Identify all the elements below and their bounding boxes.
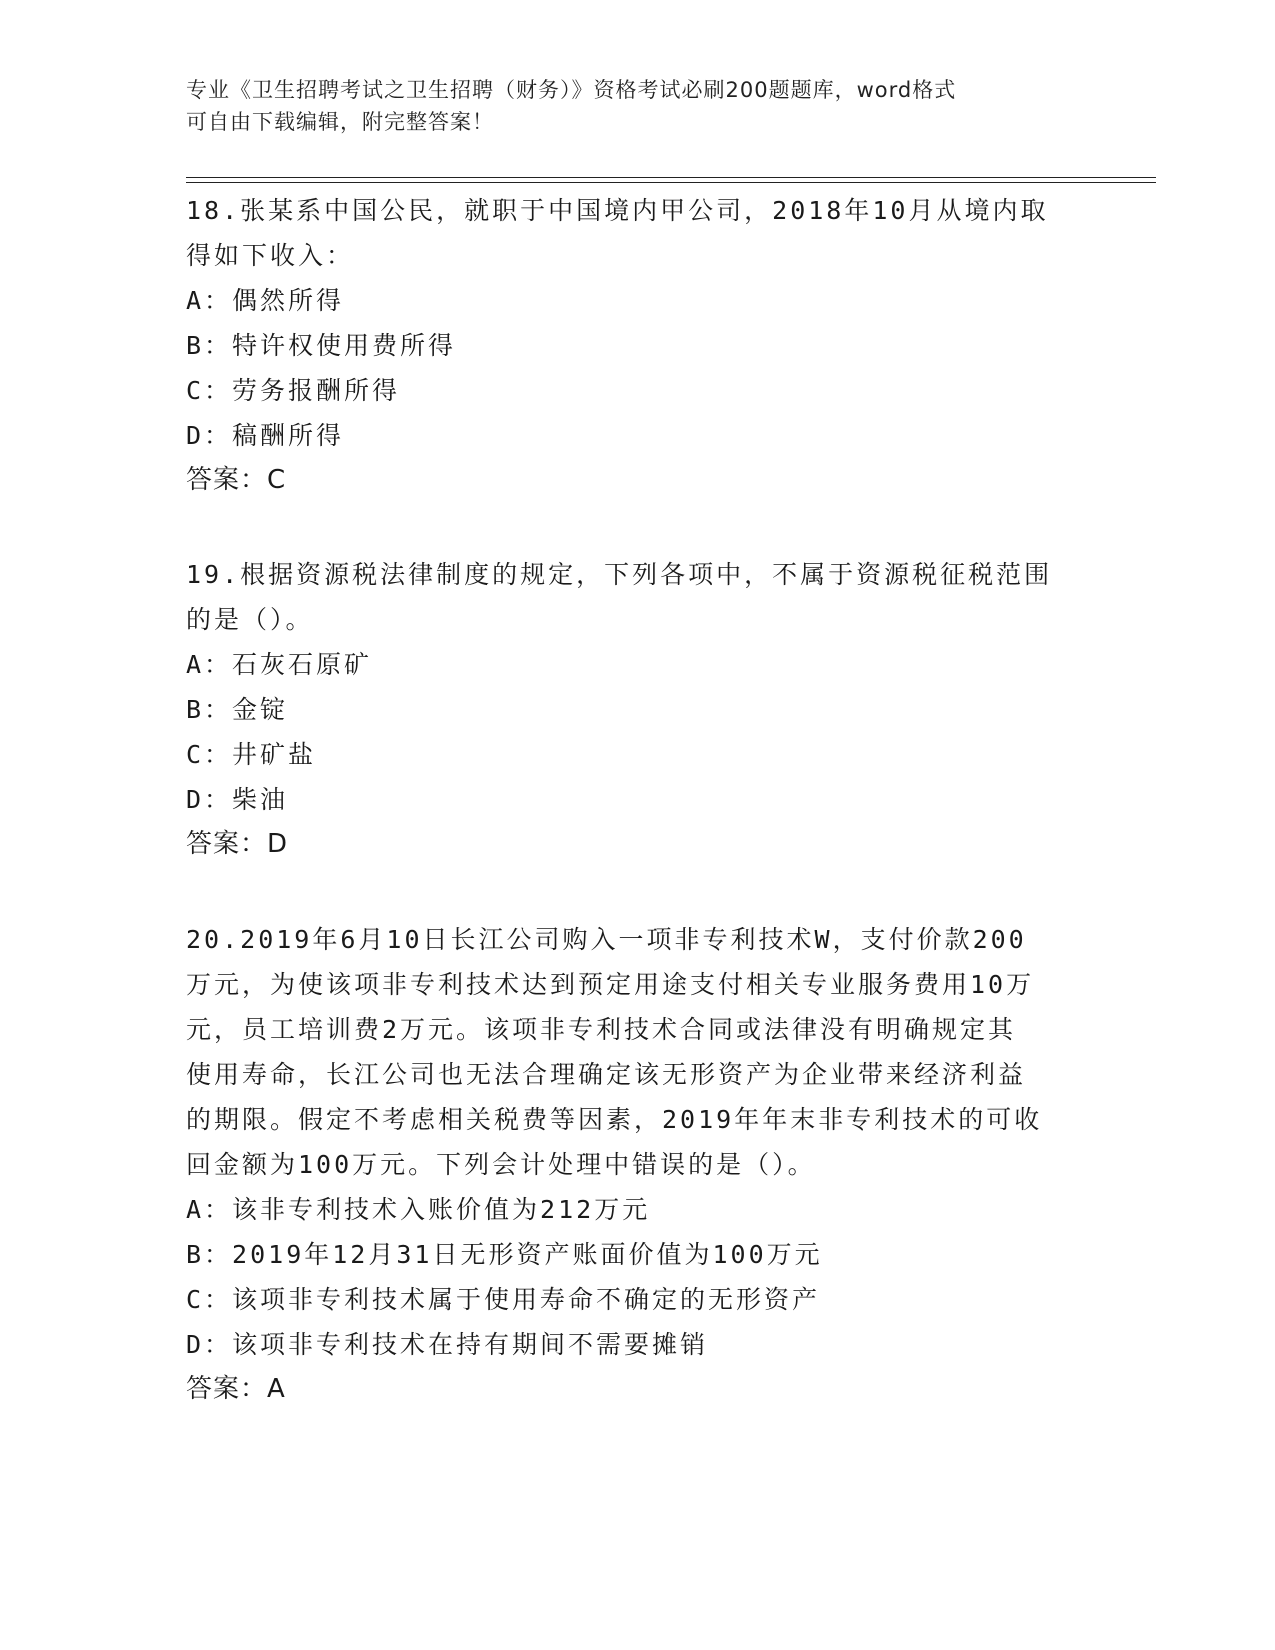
header-line-1: 专业《卫生招聘考试之卫生招聘（财务）》资格考试必刷200题题库，word格式 [186,78,957,102]
question-text-line: 元，员工培训费2万元。该项非专利技术合同或法律没有明确规定其 [186,1015,1017,1044]
option-d: D：该项非专利技术在持有期间不需要摊销 [186,1330,709,1359]
option-a: A：偶然所得 [186,286,345,315]
option-b: B：金锭 [186,695,289,724]
question-text-line: 的期限。假定不考虑相关税费等因素，2019年年末非专利技术的可收 [186,1105,1043,1134]
question-text-line: 20.2019年6月10日长江公司购入一项非专利技术W，支付价款200 [186,925,1027,954]
option-b: B：特许权使用费所得 [186,331,457,360]
option-a: A：该非专利技术入账价值为212万元 [186,1195,651,1224]
option-a: A：石灰石原矿 [186,650,373,679]
question-20 [186,917,1076,1412]
question-text-line: 18.张某系中国公民，就职于中国境内甲公司，2018年10月从境内取 [186,196,1049,225]
header-divider-top [186,177,1156,178]
header-divider-bottom [186,182,1156,183]
question-text-line: 万元，为使该项非专利技术达到预定用途支付相关专业服务费用10万 [186,970,1035,999]
question-19 [186,552,1076,867]
answer-line: 答案：A [186,1374,286,1404]
option-c: C：井矿盐 [186,740,317,769]
question-18 [186,188,1076,503]
document-header [186,74,1066,138]
option-b: B：2019年12月31日无形资产账面价值为100万元 [186,1240,823,1269]
option-c: C：劳务报酬所得 [186,376,401,405]
header-line-2: 可自由下载编辑，附完整答案！ [186,110,494,134]
question-text-line: 19.根据资源税法律制度的规定，下列各项中，不属于资源税征税范围 [186,560,1053,589]
option-d: D：稿酬所得 [186,421,345,450]
question-text-line: 得如下收入： [186,241,355,270]
option-c: C：该项非专利技术属于使用寿命不确定的无形资产 [186,1285,821,1314]
question-text-line: 使用寿命，长江公司也无法合理确定该无形资产为企业带来经济利益 [186,1060,1027,1089]
question-text-line: 回金额为100万元。下列会计处理中错误的是（）。 [186,1150,816,1179]
answer-line: 答案：D [186,829,289,859]
option-d: D：柴油 [186,785,289,814]
answer-line: 答案：C [186,465,287,495]
question-text-line: 的是（）。 [186,605,314,634]
